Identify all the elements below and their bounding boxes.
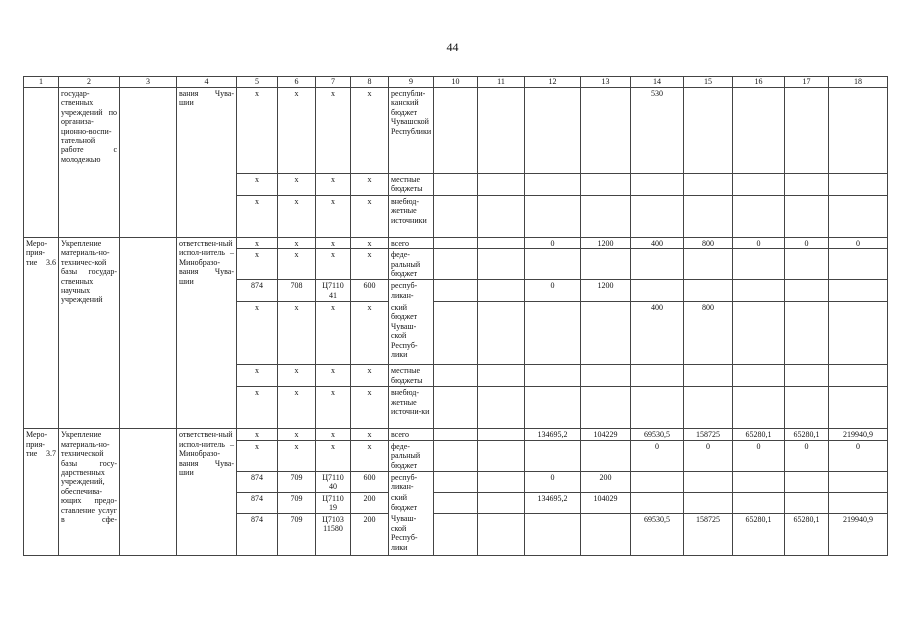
cell-grbs: 874 <box>237 280 278 302</box>
cell-value: 65280,1 <box>733 429 785 440</box>
cell-grbs: х <box>237 174 278 196</box>
cell-source: Чуваш-ской Респуб-лики <box>389 513 434 555</box>
cell-expense: 600 <box>351 280 389 302</box>
cell-source: респуб-ликан- <box>389 280 434 302</box>
cell-value: 219940,9 <box>829 513 888 555</box>
header-cell: 17 <box>785 77 829 88</box>
cell-section: х <box>278 249 316 280</box>
header-cell: 5 <box>237 77 278 88</box>
cell-section: х <box>278 196 316 238</box>
cell-expense: х <box>351 365 389 387</box>
cell-value: 219940,9 <box>829 429 888 440</box>
cell-event-id: Меро-прия-тие 3.6 <box>24 238 59 429</box>
cell-value: 800 <box>684 302 733 365</box>
cell-grbs: х <box>237 302 278 365</box>
cell-expense: 600 <box>351 471 389 492</box>
cell-value: 158725 <box>684 429 733 440</box>
table-row <box>24 88 888 174</box>
header-cell: 9 <box>389 77 434 88</box>
cell-section: х <box>278 387 316 429</box>
cell-expense: 200 <box>351 492 389 513</box>
cell-expense: х <box>351 174 389 196</box>
cell-grbs: х <box>237 196 278 238</box>
cell-value: 69530,5 <box>631 513 684 555</box>
cell-grbs: 874 <box>237 513 278 555</box>
cell-event-name: Укрепление материаль-но-техничес-кой базы государ-ственных научных учреждений <box>59 238 120 429</box>
cell-value: 0 <box>631 440 684 471</box>
cell-grbs: х <box>237 387 278 429</box>
cell-section: 708 <box>278 280 316 302</box>
cell-value: 0 <box>525 471 581 492</box>
cell-value: 0 <box>785 440 829 471</box>
cell-value: 104229 <box>581 429 631 440</box>
cell-expense: х <box>351 387 389 429</box>
cell-target: х <box>316 365 351 387</box>
cell-expense: х <box>351 429 389 440</box>
cell-event-name: Укрепление материаль-но-технической базы госу-дарственных учреждений, обеспечива-ющих предо-ставление услуг в сфе- <box>59 429 120 555</box>
cell-section: х <box>278 302 316 365</box>
cell-col3 <box>120 88 177 238</box>
cell-source: местные бюджеты <box>389 365 434 387</box>
cell-value: 800 <box>684 238 733 249</box>
header-cell: 1 <box>24 77 59 88</box>
cell-col3 <box>120 238 177 429</box>
cell-section: х <box>278 429 316 440</box>
header-cell: 4 <box>177 77 237 88</box>
cell-executor: ответствен-ный испол-нитель – Минобразо-вания Чува-шии <box>177 429 237 555</box>
cell-value: 104029 <box>581 492 631 513</box>
cell-grbs: 874 <box>237 471 278 492</box>
cell-section: 709 <box>278 471 316 492</box>
cell-expense: х <box>351 302 389 365</box>
cell-target: Ц7110 41 <box>316 280 351 302</box>
cell-executor: вания Чува-шии <box>177 88 237 238</box>
cell-section: х <box>278 365 316 387</box>
cell-grbs: х <box>237 429 278 440</box>
cell-expense: х <box>351 196 389 238</box>
header-cell: 12 <box>525 77 581 88</box>
cell-grbs: х <box>237 440 278 471</box>
table-row <box>24 238 888 249</box>
cell-target: х <box>316 238 351 249</box>
cell-value: 1200 <box>581 238 631 249</box>
cell-source: ский бюджет Чуваш-ской Респуб-лики <box>389 302 434 365</box>
cell-grbs: х <box>237 88 278 174</box>
cell-expense: х <box>351 249 389 280</box>
cell-value: 65280,1 <box>785 513 829 555</box>
cell-value: 0 <box>785 238 829 249</box>
cell-source: внебюд-жетные источники <box>389 196 434 238</box>
cell-expense: х <box>351 440 389 471</box>
cell-grbs: 874 <box>237 492 278 513</box>
cell-value: 158725 <box>684 513 733 555</box>
cell-source: республи-канский бюджет Чувашской Республики <box>389 88 434 174</box>
cell-source: респуб-ликан- <box>389 471 434 492</box>
header-cell: 10 <box>434 77 478 88</box>
cell-value: 69530,5 <box>631 429 684 440</box>
page-number: 44 <box>446 40 459 54</box>
cell-value: 65280,1 <box>785 429 829 440</box>
cell-target: х <box>316 88 351 174</box>
cell-value: 200 <box>581 471 631 492</box>
header-cell: 14 <box>631 77 684 88</box>
cell-section: 709 <box>278 492 316 513</box>
cell-section: х <box>278 238 316 249</box>
cell-value: 0 <box>525 238 581 249</box>
cell-value: 400 <box>631 238 684 249</box>
cell-value: 134695,2 <box>525 492 581 513</box>
cell-value: 0 <box>829 440 888 471</box>
cell-source: ский бюджет <box>389 492 434 513</box>
cell-value: 134695,2 <box>525 429 581 440</box>
budget-table <box>23 76 888 556</box>
cell-source: всего <box>389 429 434 440</box>
cell-source: всего <box>389 238 434 249</box>
header-cell: 6 <box>278 77 316 88</box>
cell-expense: 200 <box>351 513 389 555</box>
cell-value: 530 <box>631 88 684 174</box>
cell-value: 1200 <box>581 280 631 302</box>
cell-value: 0 <box>684 440 733 471</box>
cell-source: местные бюджеты <box>389 174 434 196</box>
cell-section: 709 <box>278 513 316 555</box>
header-cell: 15 <box>684 77 733 88</box>
header-cell: 8 <box>351 77 389 88</box>
header-cell: 13 <box>581 77 631 88</box>
header-cell: 18 <box>829 77 888 88</box>
cell-target: х <box>316 302 351 365</box>
cell-executor: ответствен-ный испол-нитель – Минобразо-вания Чува-шии <box>177 238 237 429</box>
cell-grbs: х <box>237 238 278 249</box>
cell-value: 400 <box>631 302 684 365</box>
cell-value: 0 <box>525 280 581 302</box>
cell-value: 65280,1 <box>733 513 785 555</box>
cell-source: внебюд-жетные источни-ки <box>389 387 434 429</box>
header-cell: 16 <box>733 77 785 88</box>
cell-target: Ц7110 40 <box>316 471 351 492</box>
table-row <box>24 429 888 440</box>
header-cell: 11 <box>478 77 525 88</box>
cell-target: х <box>316 196 351 238</box>
cell-grbs: х <box>237 249 278 280</box>
cell-section: х <box>278 88 316 174</box>
cell-target: х <box>316 429 351 440</box>
cell-section: х <box>278 174 316 196</box>
cell-source: феде-ральный бюджет <box>389 249 434 280</box>
cell-event-name: государ-ственных учреждений по организа-ционно-воспи-тательной работе с молодежью <box>59 88 120 238</box>
cell-grbs: х <box>237 365 278 387</box>
cell-target: х <box>316 387 351 429</box>
cell-target: Ц7110 19 <box>316 492 351 513</box>
cell-target: х <box>316 174 351 196</box>
header-cell: 2 <box>59 77 120 88</box>
cell-target: Ц7103 11580 <box>316 513 351 555</box>
cell-target: х <box>316 440 351 471</box>
header-row <box>24 77 888 88</box>
cell-col3 <box>120 429 177 555</box>
cell-value: 0 <box>733 440 785 471</box>
cell-value: 0 <box>829 238 888 249</box>
cell-value: 0 <box>733 238 785 249</box>
cell-expense: х <box>351 88 389 174</box>
header-cell: 3 <box>120 77 177 88</box>
cell-expense: х <box>351 238 389 249</box>
cell-source: феде-ральный бюджет <box>389 440 434 471</box>
cell-target: х <box>316 249 351 280</box>
cell-event-id <box>24 88 59 238</box>
header-cell: 7 <box>316 77 351 88</box>
cell-section: х <box>278 440 316 471</box>
cell-event-id: Меро-прия-тие 3.7 <box>24 429 59 555</box>
